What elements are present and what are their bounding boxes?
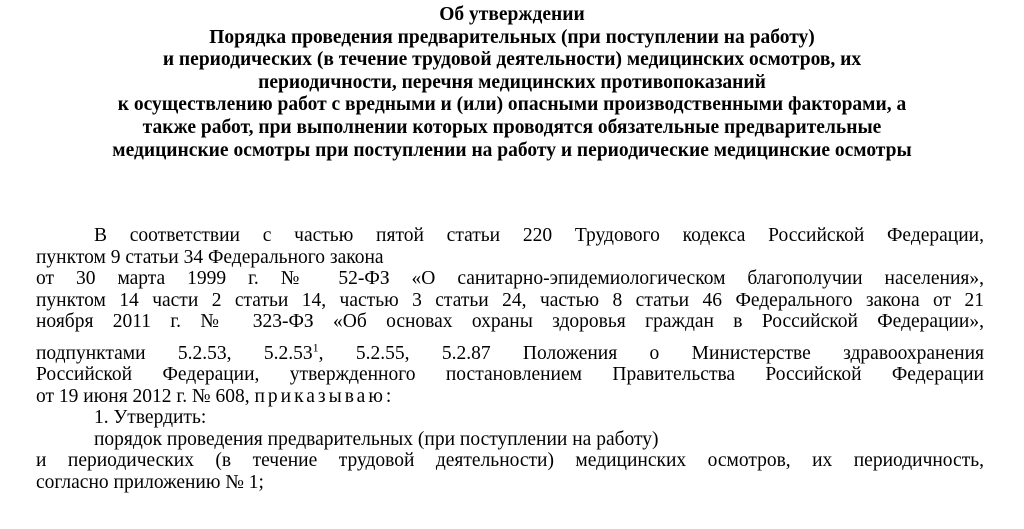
preamble-line: В соответствии с частью пятой статьи 220 Трудового кодекса Российской Федерации, [94,225,984,246]
item-text: согласно приложению № 1; [36,471,264,493]
title-line: медицинские осмотры при поступлении на работу и периодические медицинские осмотры [112,139,912,161]
item-heading: 1. Утвердить: [94,407,207,428]
item-text: порядок проведения предварительных (при поступлении на работу) [94,428,659,450]
title-line: и периодических (в течение трудовой деятельности) медицинских осмотров, их [162,49,862,71]
order-word: приказываю [254,385,386,407]
preamble-line [36,386,984,408]
preamble-line: пунктом 14 части 2 статьи 14, частью 3 статьи 24, частью 8 статьи 46 Федерального закона от 21 [36,289,984,311]
preamble-line: от 30 марта 1999 г. № 52-ФЗ «О санитарно-эпидемиологическом благополучии населения», [36,268,984,289]
preamble-line [36,340,984,365]
title-line: периодичности, перечня медицинских противопоказаний [258,71,766,93]
title-line: Об утверждении [439,4,585,25]
title-line: также работ, при выполнении которых проводятся обязательные предварительные [142,116,882,138]
preamble-line: Российской Федерации, утвержденного постановлением Правительства Российской Федерации [36,364,984,385]
title-line: к осуществлению работ с вредными и (или) опасными производственными факторами, а [117,94,907,116]
item-text: и периодических (в течение трудовой деятельности) медицинских осмотров, их периодичность, [36,450,984,471]
preamble-text: от 19 июня 2012 г. № 608, [36,385,255,407]
document-title [0,4,1024,162]
preamble-line: пунктом 9 статьи 34 Федерального закона [36,246,384,268]
preamble-line: ноября 2011 г. № 323-ФЗ «Об основах охраны здоровья граждан в Российской Федерации», [36,311,984,332]
superscript: 1 [312,340,319,354]
title-line: Порядка проведения предварительных (при поступлении на работу) [209,26,815,48]
document-body [36,225,984,493]
preamble-text: : [385,385,392,407]
preamble-text: , 5.2.55, 5.2.87 Положения о Министерстве здравоохранения [318,342,984,364]
preamble-text: подпунктами 5.2.53, 5.2.53 [36,342,313,364]
